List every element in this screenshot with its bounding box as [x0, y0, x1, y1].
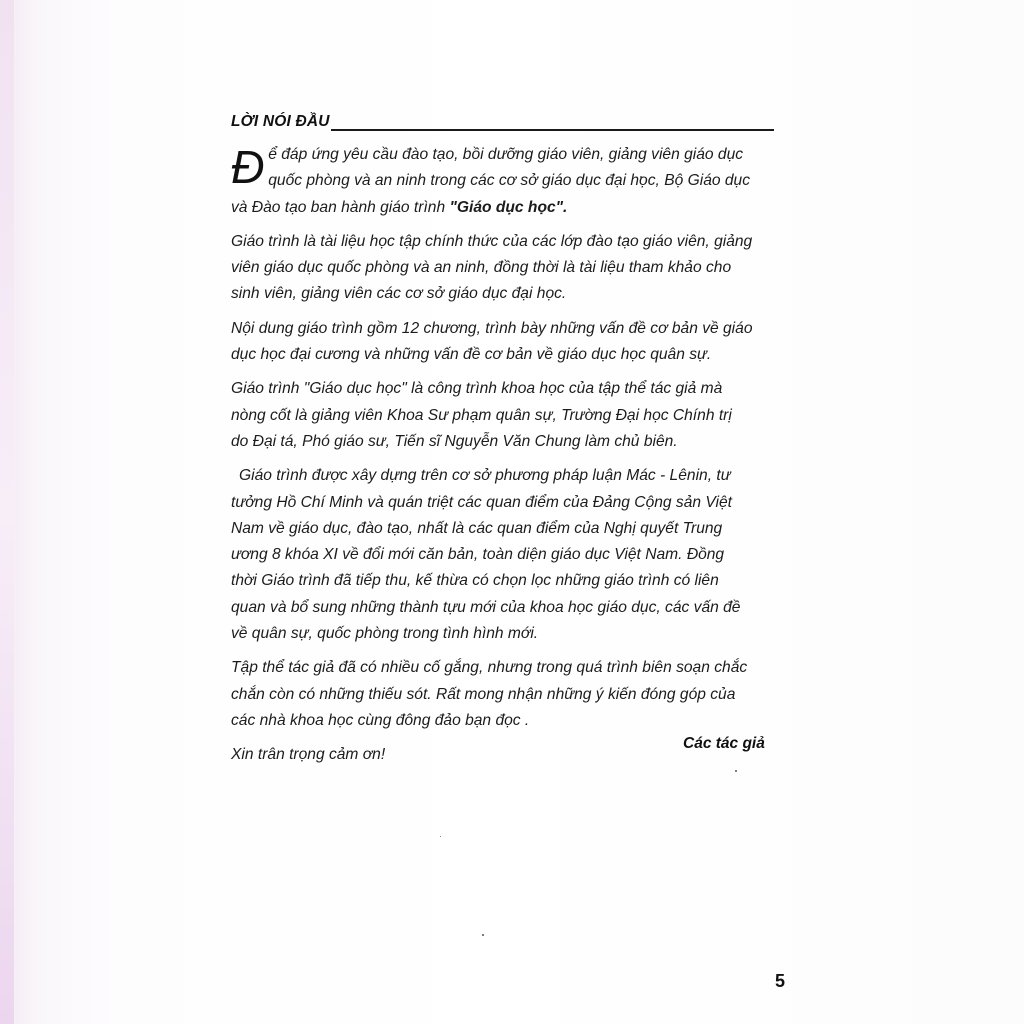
text-line: Giáo trình "Giáo dục học" là công trình khoa học của tập thể tác giả mà: [231, 380, 723, 398]
text-line: Tập thể tác giả đã có nhiều cố gắng, nhưng trong quá trình biên soạn chắc: [231, 659, 748, 677]
text-line: sinh viên, giảng viên các cơ sở giáo dục đại học.: [231, 285, 567, 303]
page-binding-edge: [0, 0, 14, 1024]
text-line: ương 8 khóa XI về đổi mới căn bản, toàn diện giáo dục Việt Nam. Đồng: [231, 546, 725, 564]
text-line: các nhà khoa học cùng đông đảo bạn đọc .: [231, 711, 530, 729]
paragraph: [231, 655, 776, 734]
page-heading: LỜI NÓI ĐẦU: [231, 112, 330, 130]
paragraph: [231, 316, 776, 369]
book-title: "Giáo dục học".: [449, 198, 568, 216]
text-line: Giáo trình được xây dựng trên cơ sở phương pháp luận Mác - Lênin, tư: [239, 467, 731, 485]
text-line: ể đáp ứng yêu cầu đào tạo, bồi dưỡng giáo viên, giảng viên giáo dục: [268, 146, 744, 163]
text-line: thời Giáo trình đã tiếp thu, kế thừa có chọn lọc những giáo trình có liên: [231, 572, 719, 590]
text-line: về quân sự, quốc phòng trong tình hình mới.: [231, 625, 539, 643]
text-line: do Đại tá, Phó giáo sư, Tiến sĩ Nguyễn Văn Chung làm chủ biên.: [231, 432, 678, 450]
heading-row: [231, 106, 774, 130]
intro-paragraph: [231, 142, 776, 221]
text-line: quốc phòng và an ninh trong các cơ sở giáo dục đại học, Bộ Giáo dục: [268, 172, 751, 190]
text-line: tưởng Hồ Chí Minh và quán triệt các quan điểm của Đảng Cộng sản Việt: [231, 493, 732, 511]
body-text: [231, 142, 776, 777]
text-line: quan và bổ sung những thành tựu mới của khoa học giáo dục, các vấn đề: [231, 598, 741, 616]
text-line: Nam về giáo dục, đào tạo, nhất là các quan điểm của Nghị quyết Trung: [231, 519, 723, 537]
text-line: viên giáo dục quốc phòng và an ninh, đồng thời là tài liệu tham khảo cho: [231, 259, 732, 277]
text-line: Giáo trình là tài liệu học tập chính thức của các lớp đào tạo giáo viên, giảng: [231, 232, 753, 250]
paragraph: [231, 463, 776, 647]
text-line: dục học đại cương và những vấn đề cơ bản về giáo dục học quân sự.: [231, 346, 712, 364]
paragraph: [231, 376, 776, 455]
heading-rule: [331, 129, 774, 131]
scan-speck: [440, 836, 441, 837]
paragraph: [231, 229, 776, 308]
scan-speck: [482, 934, 484, 936]
signature: Các tác giả: [683, 735, 765, 752]
text-line: Xin trân trọng cảm ơn!: [231, 746, 386, 764]
drop-cap: Đ: [231, 141, 265, 193]
page-number: 5: [775, 971, 786, 991]
text-line: chắn còn có những thiếu sót. Rất mong nhận những ý kiến đóng góp của: [231, 685, 736, 703]
text-line: Nội dung giáo trình gồm 12 chương, trình bày những vấn đề cơ bản về giáo: [231, 319, 753, 337]
text-line: nòng cốt là giảng viên Khoa Sư phạm quân sự, Trường Đại học Chính trị: [231, 406, 732, 424]
text-fragment: và Đào tạo ban hành giáo trình: [231, 198, 450, 216]
text-line: [231, 195, 776, 221]
